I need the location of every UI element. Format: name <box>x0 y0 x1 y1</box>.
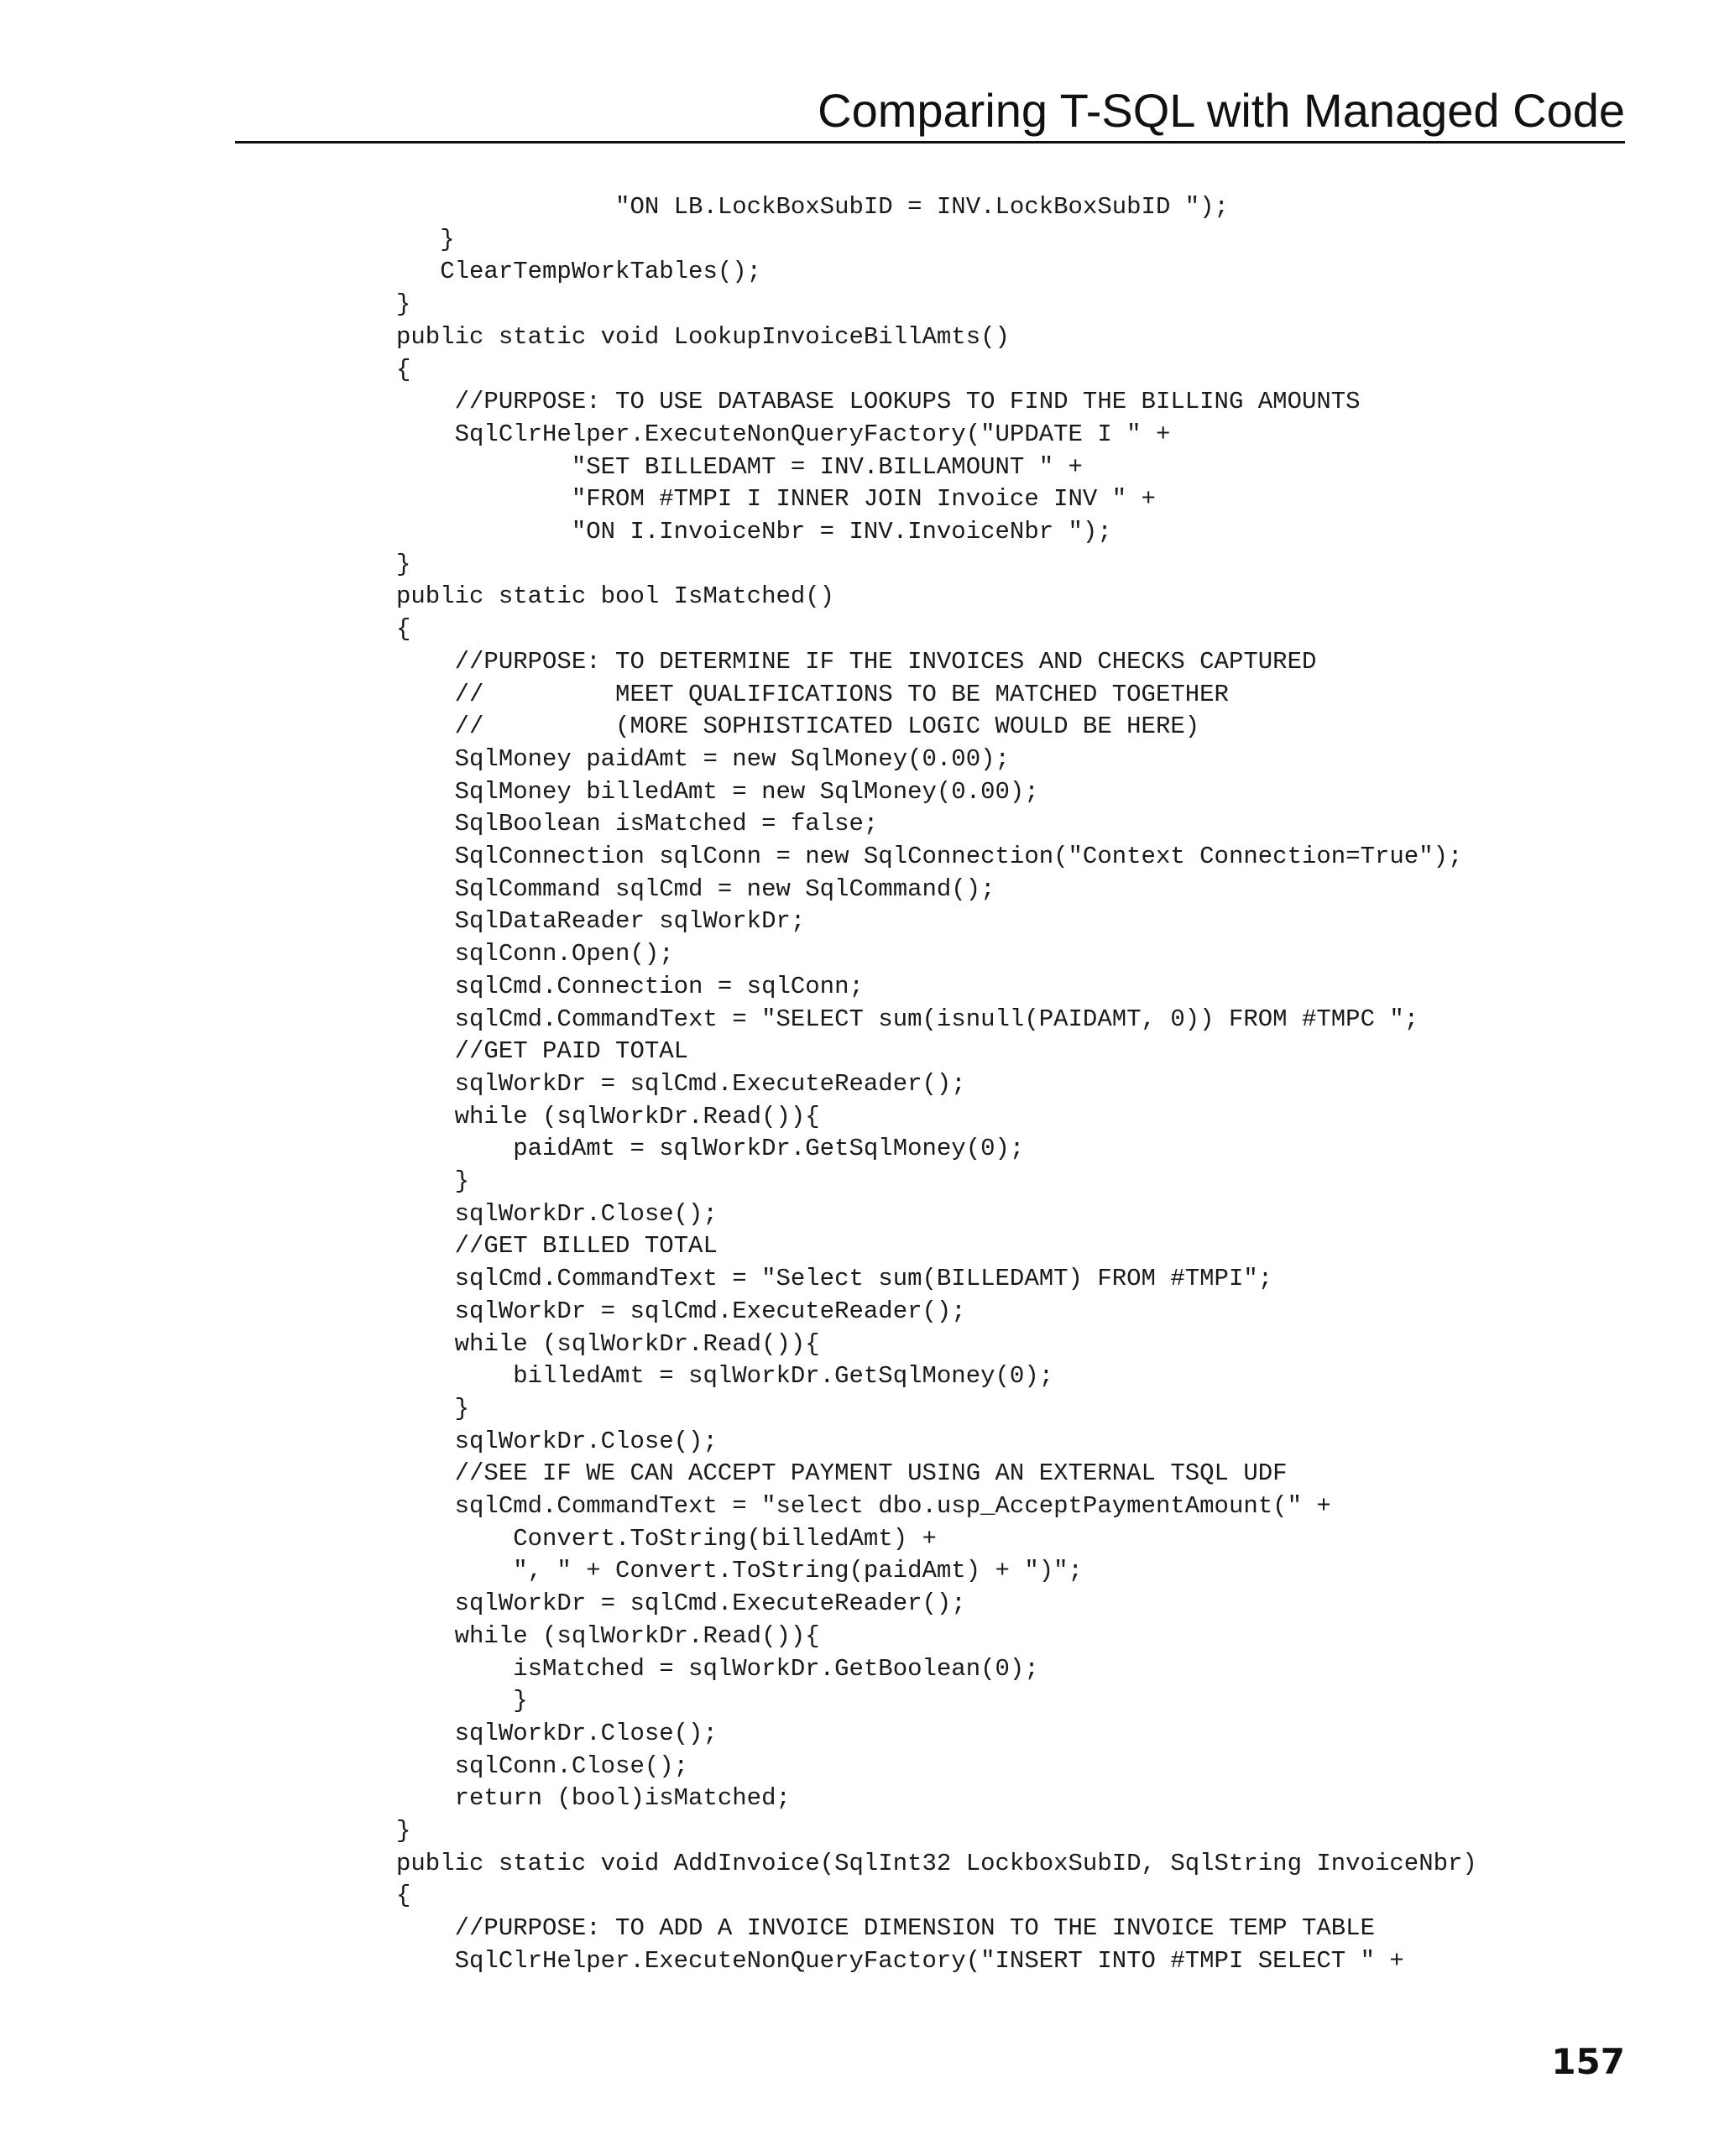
code-line: "FROM #TMPI I INNER JOIN Invoice INV " + <box>396 485 1156 514</box>
code-line: sqlWorkDr.Close(); <box>396 1719 718 1747</box>
code-line: { <box>396 615 411 644</box>
code-line: //SEE IF WE CAN ACCEPT PAYMENT USING AN EXTERNAL TSQL UDF <box>396 1459 1288 1488</box>
code-line: paidAmt = sqlWorkDr.GetSqlMoney(0); <box>396 1135 1025 1163</box>
code-line: ", " + Convert.ToString(paidAmt) + ")"; <box>396 1557 1083 1585</box>
code-line: SqlDataReader sqlWorkDr; <box>396 907 806 936</box>
code-line: { <box>396 1882 411 1910</box>
code-line: //PURPOSE: TO USE DATABASE LOOKUPS TO FIND THE BILLING AMOUNTS <box>396 388 1361 416</box>
code-line: SqlConnection sqlConn = new SqlConnection("Context Connection=True"); <box>396 843 1463 870</box>
code-line: //PURPOSE: TO ADD A INVOICE DIMENSION TO THE INVOICE TEMP TABLE <box>396 1914 1375 1943</box>
code-line: } <box>396 1817 411 1845</box>
code-line: "ON LB.LockBoxSubID = INV.LockBoxSubID "); <box>396 193 1229 221</box>
code-line: sqlWorkDr = sqlCmd.ExecuteReader(); <box>396 1069 966 1098</box>
code-line: } <box>396 1394 470 1423</box>
code-line: } <box>396 290 411 319</box>
code-line: sqlCmd.Connection = sqlConn; <box>396 972 864 1000</box>
code-line: return (bool)isMatched; <box>396 1784 791 1813</box>
code-line: SqlClrHelper.ExecuteNonQueryFactory("UPDATE I " + <box>396 420 1171 448</box>
code-line: public static bool IsMatched() <box>396 582 835 611</box>
code-line: sqlWorkDr.Close(); <box>396 1427 718 1455</box>
code-line: } <box>396 225 455 253</box>
code-line: SqlMoney paidAmt = new SqlMoney(0.00); <box>396 744 1010 773</box>
code-line: sqlCmd.CommandText = "Select sum(BILLEDAMT) FROM #TMPI"; <box>396 1265 1273 1293</box>
code-line: } <box>396 1167 470 1195</box>
code-line: sqlCmd.CommandText = "select dbo.usp_AcceptPaymentAmount(" + <box>396 1492 1331 1520</box>
code-line: { <box>396 355 411 384</box>
code-line: SqlCommand sqlCmd = new SqlCommand(); <box>396 874 995 903</box>
code-line: while (sqlWorkDr.Read()){ <box>396 1102 820 1130</box>
code-line: Convert.ToString(billedAmt) + <box>396 1524 937 1553</box>
code-line: sqlCmd.CommandText = "SELECT sum(isnull(PAIDAMT, 0)) FROM #TMPC "; <box>396 1005 1419 1033</box>
code-line: // MEET QUALIFICATIONS TO BE MATCHED TOGETHER <box>396 680 1229 708</box>
code-line: SqlBoolean isMatched = false; <box>396 810 879 838</box>
code-line: "ON I.InvoiceNbr = INV.InvoiceNbr "); <box>396 518 1112 546</box>
code-line: ClearTempWorkTables(); <box>396 258 762 286</box>
running-header-title: Comparing T-SQL with Managed Code <box>818 84 1625 137</box>
code-line: //GET BILLED TOTAL <box>396 1232 718 1261</box>
code-line: sqlConn.Open(); <box>396 940 674 968</box>
code-line: //PURPOSE: TO DETERMINE IF THE INVOICES AND CHECKS CAPTURED <box>396 647 1317 676</box>
code-line: // (MORE SOPHISTICATED LOGIC WOULD BE HERE) <box>396 713 1200 741</box>
code-line: billedAmt = sqlWorkDr.GetSqlMoney(0); <box>396 1362 1054 1391</box>
code-line: while (sqlWorkDr.Read()){ <box>396 1329 820 1358</box>
code-line: public static void AddInvoice(SqlInt32 LockboxSubID, SqlString InvoiceNbr) <box>396 1849 1477 1877</box>
code-line: } <box>396 1687 528 1715</box>
code-line: sqlWorkDr = sqlCmd.ExecuteReader(); <box>396 1297 966 1325</box>
code-line: sqlWorkDr.Close(); <box>396 1199 718 1228</box>
code-line: sqlWorkDr = sqlCmd.ExecuteReader(); <box>396 1590 966 1618</box>
code-line: isMatched = sqlWorkDr.GetBoolean(0); <box>396 1654 1039 1683</box>
header-divider <box>235 141 1625 144</box>
code-line: //GET PAID TOTAL <box>396 1037 689 1066</box>
code-line: SqlMoney billedAmt = new SqlMoney(0.00); <box>396 777 1039 806</box>
code-line: } <box>396 550 411 578</box>
code-line: public static void LookupInvoiceBillAmts() <box>396 322 1010 351</box>
page-number: 157 <box>1551 2041 1625 2082</box>
code-line: "SET BILLEDAMT = INV.BILLAMOUNT " + <box>396 452 1083 481</box>
code-line: SqlClrHelper.ExecuteNonQueryFactory("INSERT INTO #TMPI SELECT " + <box>396 1946 1404 1975</box>
code-line: while (sqlWorkDr.Read()){ <box>396 1621 820 1650</box>
code-line: sqlConn.Close(); <box>396 1751 689 1780</box>
